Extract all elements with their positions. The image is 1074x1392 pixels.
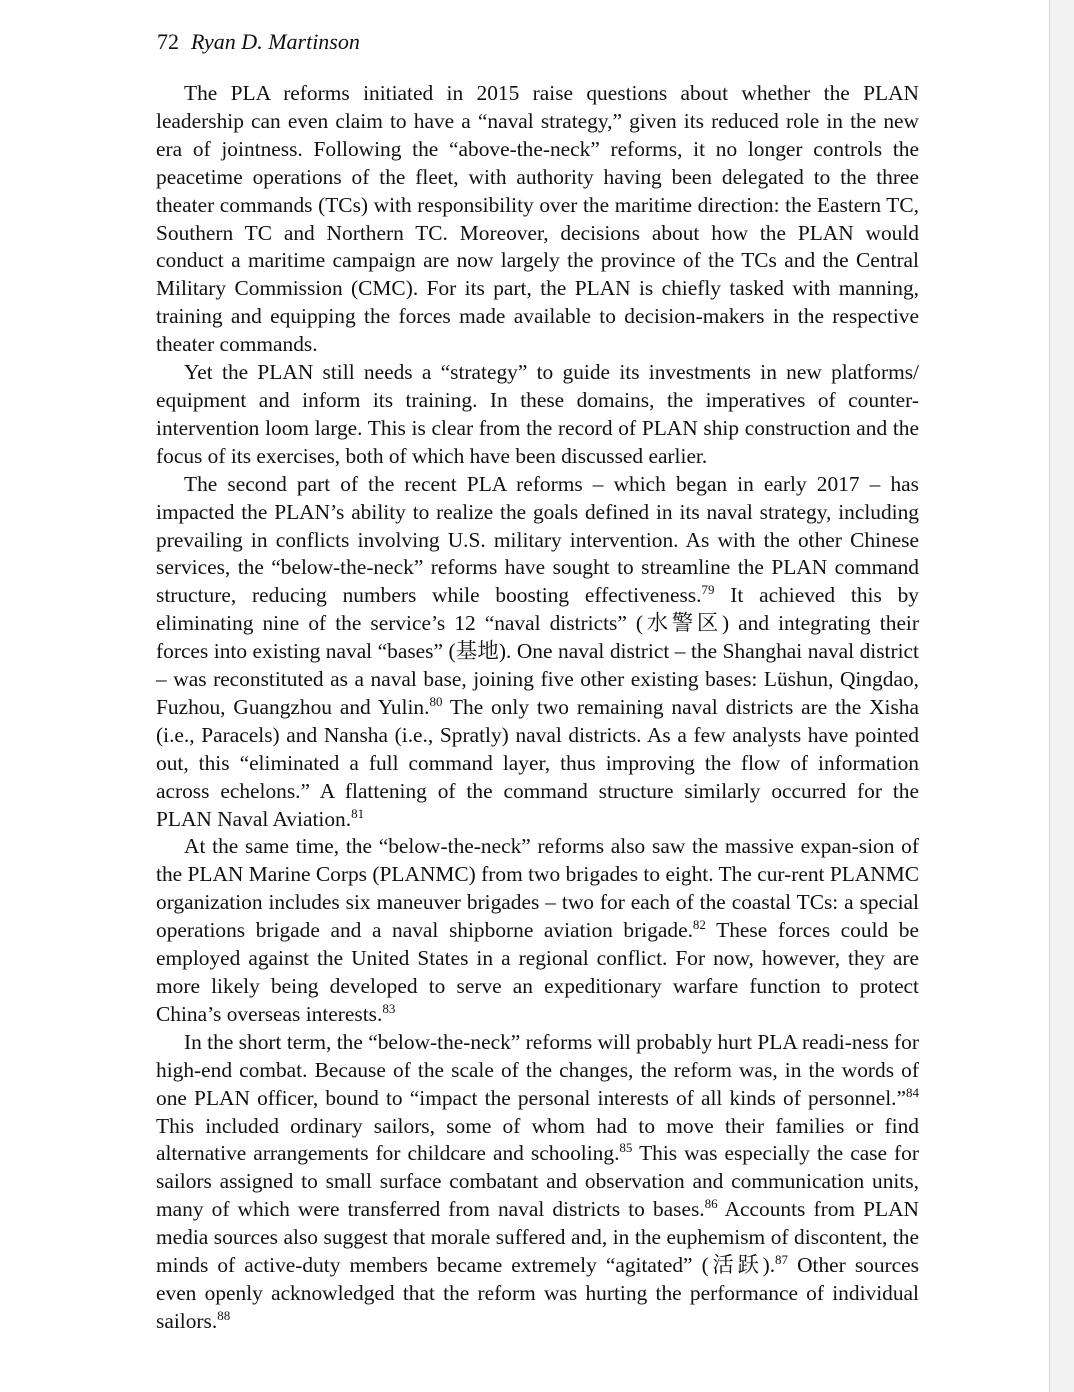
- paragraph-text: This was especially the case for sailors assigned to small surface combatant and observation and communication units, many of which were transferred from naval districts to bases.: [156, 1141, 919, 1222]
- page-number: 72: [157, 29, 179, 54]
- footnote-ref-83[interactable]: 83: [382, 1000, 396, 1016]
- footnote-ref-82[interactable]: 82: [692, 917, 706, 933]
- paragraph-text: The only two remaining naval districts are the Xisha (i.e., Paracels) and Nansha (i.e., Spratly) naval districts. As a few analysts have pointed out, this “eliminated a full command layer, thus improving the flow of information across echelons.” A flattening of the command structure similarly occurred for the PLAN Naval Aviation.: [156, 694, 919, 831]
- footnote-ref-84[interactable]: 84: [906, 1084, 919, 1100]
- paragraph-text: These forces could be employed against the United States in a regional conflict. For now, however, they are more likely being developed to serve an expeditionary warfare function to protect China’s overseas interests.: [156, 918, 919, 1026]
- paragraph-text: The second part of the recent PLA reforms – which began in early 2017 – has impacted the PLAN’s ability to realize the goals defined in its naval strategy, including prevailing in conflicts involving U.S. military intervention. As with the other Chinese services, the “below-the-neck” reforms have sought to streamline the PLAN command structure, reducing numbers while boosting effectiveness.: [156, 471, 919, 608]
- footnote-ref-80[interactable]: 80: [429, 693, 443, 709]
- paragraph-text: The PLA reforms initiated in 2015 raise questions about whether the PLAN leadership can even claim to have a “naval strategy,” given its reduced role in the new era of jointness. Following the “above-the-neck” reforms, it no longer controls the peacetime operations of the fleet, with authority having been delegated to the three theater commands (TCs) with responsibility over the maritime direction: the Eastern TC, Southern TC and Northern TC. Moreover, decisions about how the PLAN would conduct a maritime campaign are now largely the province of the TCs and the Central Military Commission (CMC). For its part, the PLAN is chiefly tasked with manning, training and equipping the forces made available to decision-makers in the respective theater commands.: [156, 81, 919, 357]
- paragraph-3: [156, 471, 919, 834]
- paragraph-text: At the same time, the “below-the-neck” reforms also saw the massive expan-sion of the PLAN Marine Corps (PLANMC) from two brigades to eight. The cur-rent PLANMC organization includes six maneuver brigades – two for each of the coastal TCs: a special operations brigade and a naval shipborne aviation brigade.: [156, 834, 919, 943]
- paragraph-5: [156, 1029, 919, 1336]
- paragraph-2: [156, 359, 919, 471]
- running-head-author: Ryan D. Martinson: [191, 29, 360, 54]
- footnote-ref-81[interactable]: 81: [351, 805, 365, 821]
- footnote-ref-86[interactable]: 86: [704, 1196, 718, 1212]
- running-head: [157, 28, 360, 56]
- paragraph-4: [156, 833, 919, 1028]
- footnote-ref-85[interactable]: 85: [619, 1140, 633, 1156]
- paragraph-text: In the short term, the “below-the-neck” reforms will probably hurt PLA readi-ness for high-end combat. Because of the scale of the changes, the reform was, in the words of one PLAN officer, bound to “impact the personal interests of all kinds of personnel.”: [156, 1029, 919, 1110]
- paragraph-text: Other sources even openly acknowledged that the reform was hurting the performance of individual sailors.: [156, 1253, 919, 1333]
- footnote-ref-79[interactable]: 79: [701, 582, 715, 598]
- paragraph-text: This included ordinary sailors, some of whom had to move their families or find alternative arrangements for childcare and schooling.: [156, 1113, 919, 1166]
- paragraph-text: It achieved this by eliminating nine of the service’s 12 “naval districts” (水警区) and integrating their forces into existing naval “bases” (基地). One naval district – the Shanghai naval district – was reconstituted as a naval base, joining five other existing bases: Lüshun, Qingdao, Fuzhou, Guangzhou and Yulin.: [156, 583, 919, 719]
- footnote-ref-87[interactable]: 87: [775, 1251, 789, 1267]
- paragraph-1: [156, 80, 919, 359]
- paragraph-text: Yet the PLAN still needs a “strategy” to guide its investments in new platforms/ equipment and inform its training. In these domains, the imperatives of counter-intervention loom large. This is clear from the record of PLAN ship construction and the focus of its exercises, both of which have been discussed earlier.: [156, 360, 919, 468]
- footnote-ref-88[interactable]: 88: [217, 1307, 231, 1323]
- paragraph-text: Accounts from PLAN media sources also suggest that morale suffered and, in the euphemism of discontent, the minds of active-duty members became extremely “agitated” (活跃).: [156, 1197, 919, 1278]
- body-text: [156, 80, 919, 1336]
